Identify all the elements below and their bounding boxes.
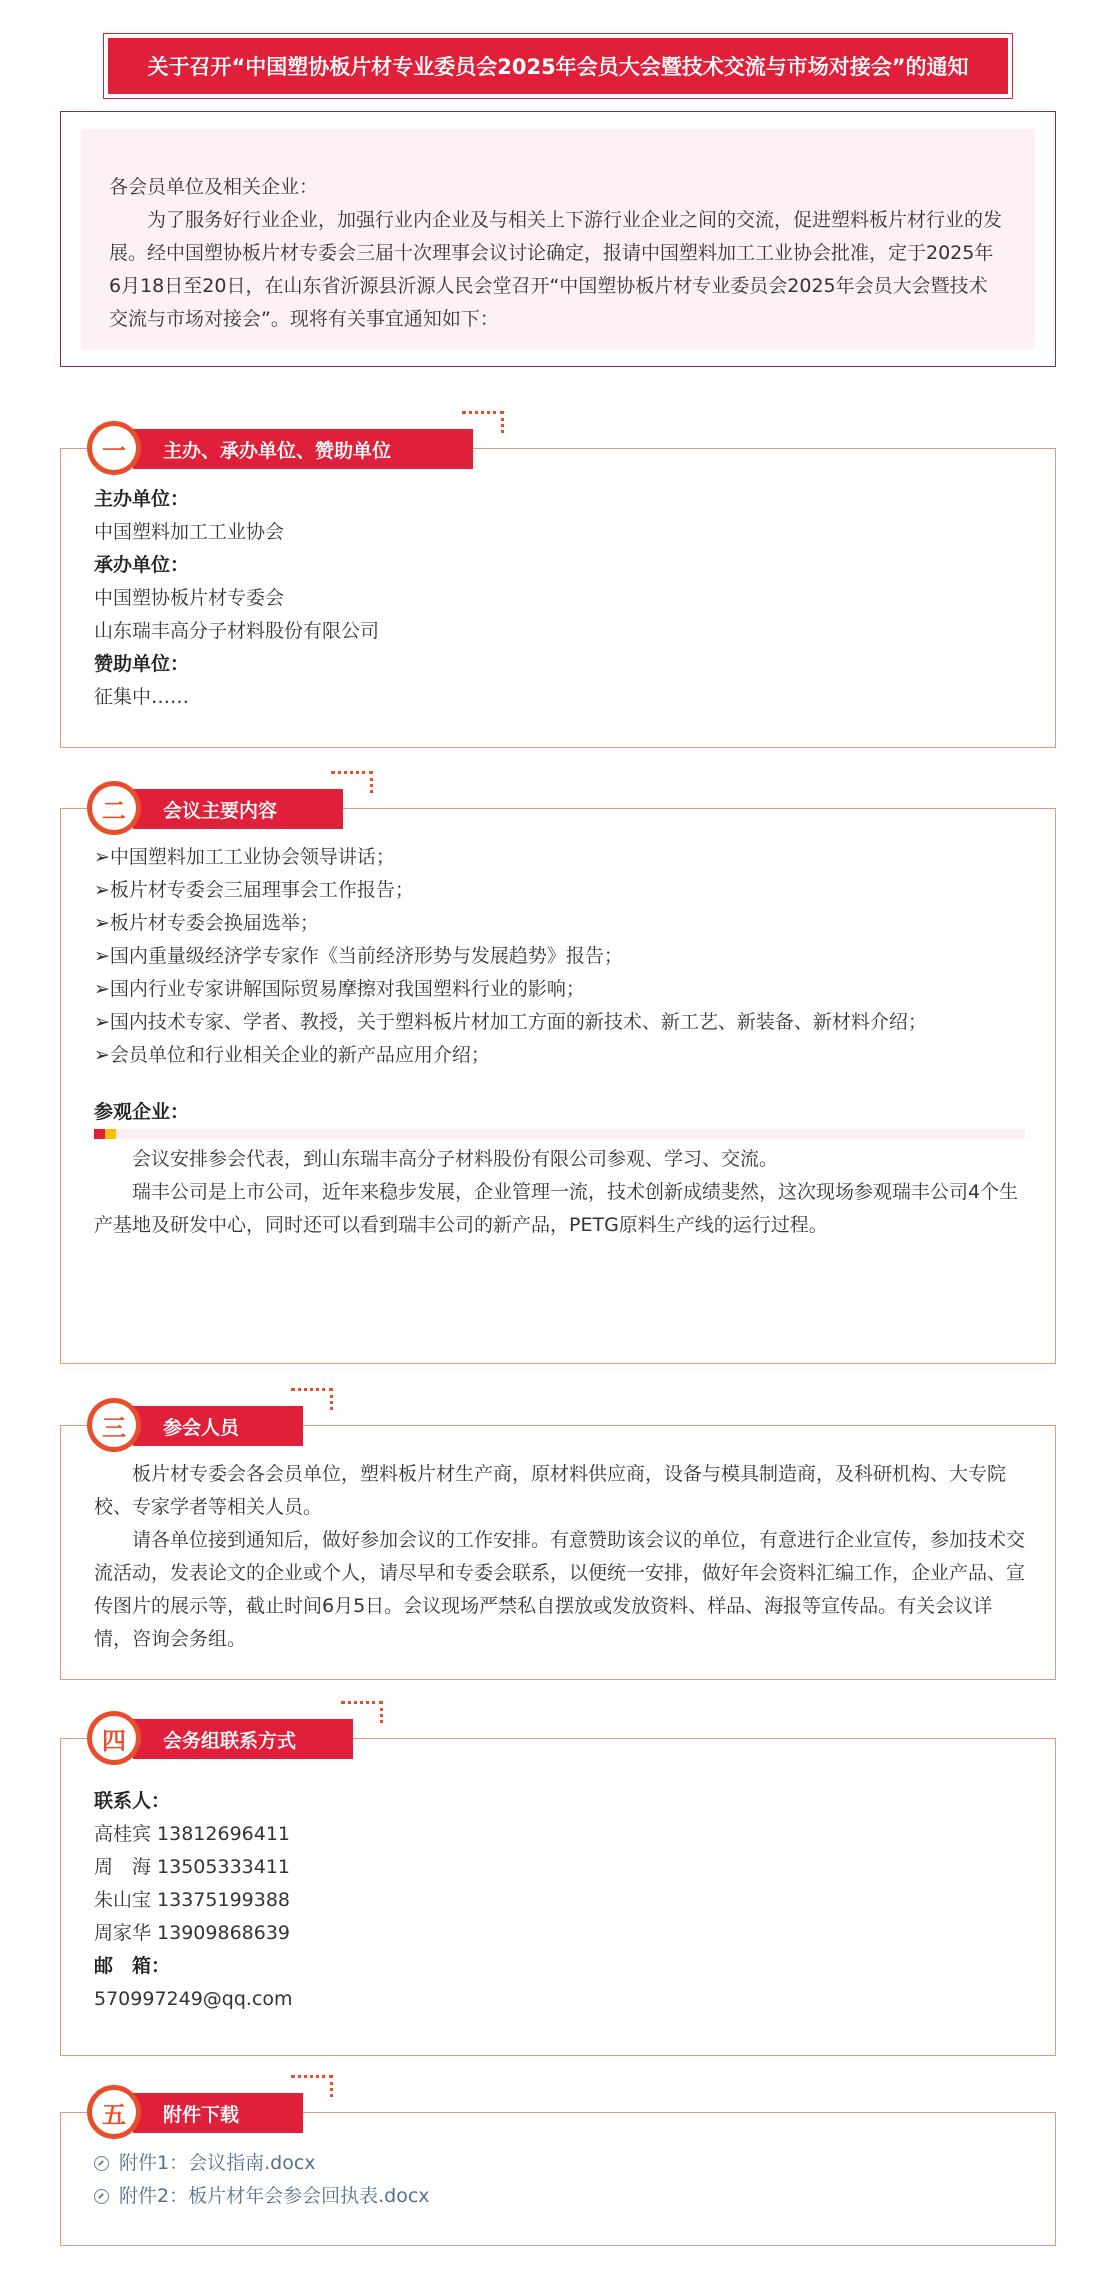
- intro-greeting: 各会员单位及相关企业：: [109, 176, 319, 198]
- undertaker-label: 承办单位：: [94, 554, 190, 576]
- section-title: 参会人员: [133, 1406, 303, 1446]
- list-item: ➢国内行业专家讲解国际贸易摩擦对我国塑料行业的影响；: [94, 978, 585, 1000]
- visit-label: 参观企业：: [94, 1101, 190, 1123]
- list-item: ➢板片材专委会换届选举；: [94, 912, 319, 934]
- section-title: 主办、承办单位、赞助单位: [133, 429, 473, 469]
- attendees-paragraph: 请各单位接到通知后，做好参加会议的工作安排。有意赞助该会议的单位，有意进行企业宣传，参加技术交流活动，发表论文的企业或个人，请尽早和专委会联系，以便统一安排，做好年会资料汇编工作，企业产品、宣传图片的展示等，截止时间6月5日。会议现场严禁私自摆放或发放资料、样品、海报等宣传品。有关会议详情，咨询会务组。: [94, 1529, 1026, 1650]
- attachment-label: 附件2：板片材年会参会回执表.docx: [119, 2185, 430, 2207]
- section-number-badge: [87, 2085, 141, 2139]
- attachment-link[interactable]: [94, 2180, 1025, 2213]
- attachment-link[interactable]: [94, 2147, 1025, 2180]
- section-number: 四: [92, 1716, 136, 1760]
- host-label: 主办单位：: [94, 488, 190, 510]
- visit-heading: [94, 1096, 1025, 1139]
- list-item: ➢国内重量级经济学专家作《当前经济形势与发展趋势》报告；: [94, 945, 623, 967]
- section-number-badge: [87, 1398, 141, 1452]
- section-number: 一: [92, 426, 136, 470]
- visit-color-mark: [94, 1129, 116, 1139]
- intro-content: [81, 129, 1035, 349]
- intro-box: [60, 111, 1056, 367]
- attachment-label: 附件1：会议指南.docx: [119, 2152, 316, 2174]
- content-body: [94, 809, 1025, 1242]
- section-number-badge: [87, 781, 141, 835]
- link-icon: [94, 2156, 109, 2171]
- title-frame: [103, 33, 1013, 99]
- host-value: 中国塑料加工工业协会: [94, 521, 285, 543]
- list-item: ➢中国塑料加工工业协会领导讲话；: [94, 846, 395, 868]
- undertaker-value: 中国塑协板片材专委会: [94, 587, 285, 609]
- section-content: [60, 796, 1056, 1364]
- section-number-badge: [87, 1711, 141, 1765]
- section-title: 会议主要内容: [133, 789, 343, 829]
- section-contacts: [60, 1726, 1056, 2056]
- section-number: 五: [92, 2090, 136, 2134]
- section-attendees: [60, 1413, 1056, 1680]
- attendees-paragraph: 板片材专委会各会员单位，塑料板片材生产商，原材料供应商，设备与模具制造商，及科研机构、大专院校、专家学者等相关人员。: [94, 1463, 1007, 1518]
- visit-paragraph: 瑞丰公司是上市公司，近年来稳步发展，企业管理一流，技术创新成绩斐然，这次现场参观瑞丰公司4个生产基地及研发中心，同时还可以看到瑞丰公司的新产品，PETG原料生产线的运行过程。: [94, 1181, 1019, 1236]
- visit-paragraph: 会议安排参会代表，到山东瑞丰高分子材料股份有限公司参观、学习、交流。: [132, 1148, 779, 1170]
- section-number-badge: [87, 421, 141, 475]
- sponsor-label: 赞助单位：: [94, 653, 190, 675]
- contacts-body: [94, 1739, 1025, 2016]
- link-icon: [94, 2189, 109, 2204]
- email-label: 邮 箱：: [94, 1955, 171, 1977]
- contact-person: 周 海 13505333411: [94, 1856, 291, 1878]
- list-item: ➢会员单位和行业相关企业的新产品应用介绍；: [94, 1044, 490, 1066]
- intro-paragraph: 为了服务好行业企业，加强行业内企业及与相关上下游行业企业之间的交流，促进塑料板片材行业的发展。经中国塑协板片材专委会三届十次理事会议讨论确定，报请中国塑料加工工业协会批准，定于2025年6月18日至20日，在山东省沂源县沂源人民会堂召开“中国塑协板片材专业委员会2025年会员大会暨技术交流与市场对接会”。现将有关事宜通知如下：: [109, 209, 1003, 330]
- list-item: ➢国内技术专家、学者、教授，关于塑料板片材加工方面的新技术、新工艺、新装备、新材料介绍；: [94, 1011, 927, 1033]
- contact-person: 朱山宝 13375199388: [94, 1889, 291, 1911]
- section-attachments: [60, 2100, 1056, 2246]
- section-number: 二: [92, 786, 136, 830]
- organizers-content: [94, 449, 1025, 714]
- page-title: 关于召开“中国塑协板片材专业委员会2025年会员大会暨技术交流与市场对接会”的通知: [108, 38, 1008, 94]
- section-title: 附件下载: [133, 2093, 303, 2133]
- attendees-body: [94, 1426, 1025, 1656]
- undertaker-value: 山东瑞丰高分子材料股份有限公司: [94, 620, 380, 642]
- email-value: 570997249@qq.com: [94, 1988, 293, 2010]
- sponsor-value: 征集中……: [94, 686, 190, 708]
- contact-label: 联系人：: [94, 1790, 171, 1812]
- list-item: ➢板片材专委会三届理事会工作报告；: [94, 879, 414, 901]
- section-number: 三: [92, 1403, 136, 1447]
- section-organizers: [60, 436, 1056, 748]
- section-title: 会务组联系方式: [133, 1719, 353, 1759]
- contact-person: 高桂宾 13812696411: [94, 1823, 291, 1845]
- visit-underline: [94, 1129, 1025, 1139]
- contact-person: 周家华 13909868639: [94, 1922, 291, 1944]
